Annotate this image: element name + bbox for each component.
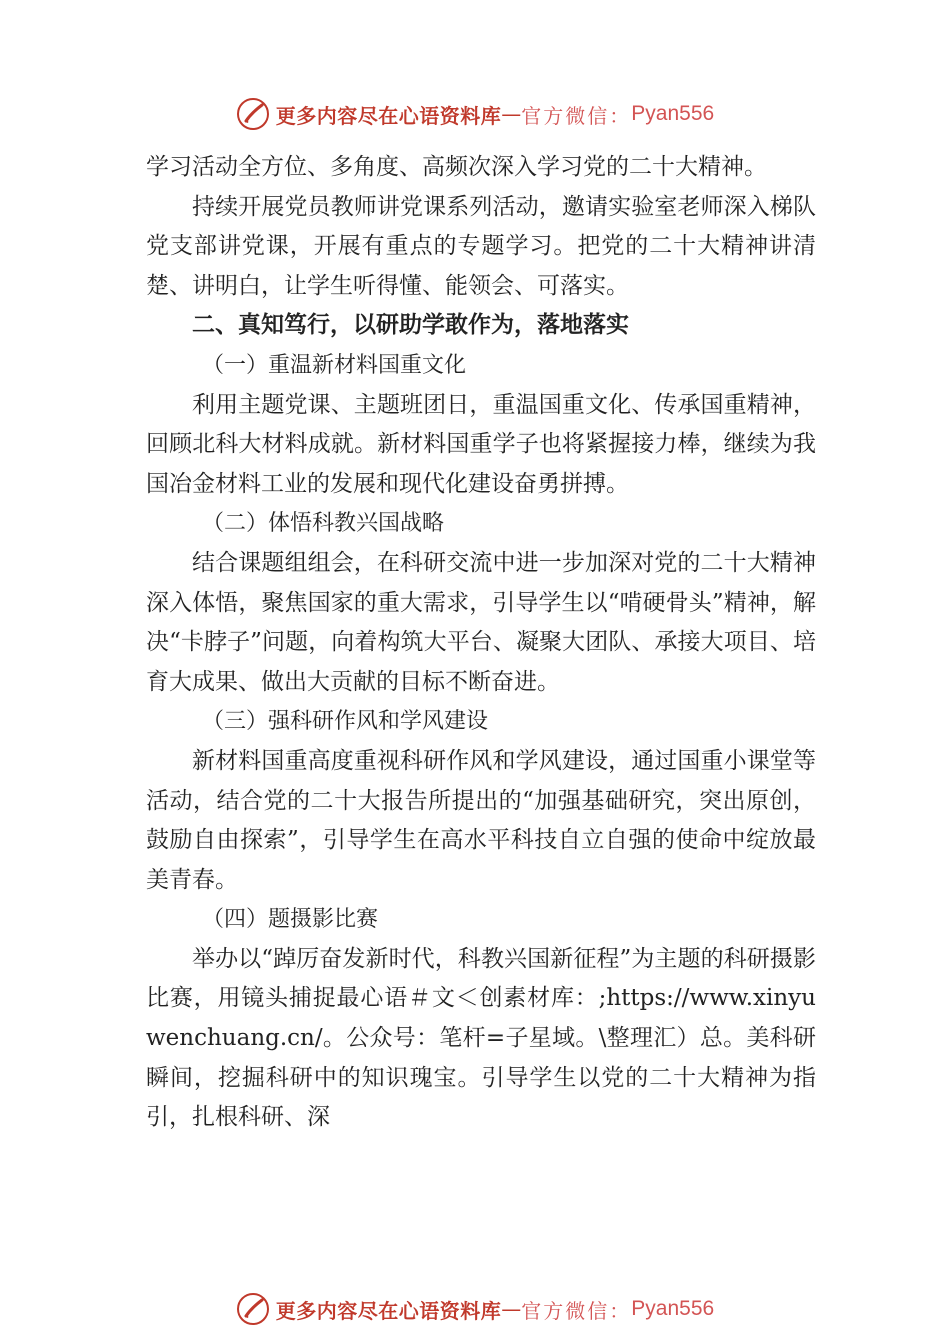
header-watermark xyxy=(0,94,950,134)
subsection-title-3: （三）强科研作风和学风建设 xyxy=(202,709,489,735)
paragraph-lectures: 持续开展党员教师讲党课系列活动，邀请实验室老师深入梯队党支部讲党课，开展有重点的专题学习。把党的二十大精神讲清楚、讲明白，让学生听得懂、能领会、可落实。 xyxy=(146,193,816,299)
watermark-brand: 更多内容尽在心语资料库 xyxy=(275,103,502,128)
subsection-body-4: 举办以“踔厉奋发新时代，科教兴国新征程”为主题的科研摄影比赛，用镜头捕捉最心语＃文＜创素材库：;https://www.xinyuwenchuang.cn/。公众号：笔杆=子星域。\整理汇）总。美科研瞬间，挖掘科研中的知识瑰宝。引导学生以党的二十大精神为指引，扎根科研、深 xyxy=(146,945,816,1131)
subsection-title-1: （一）重温新材料国重文化 xyxy=(202,352,467,378)
watermark-brand: 更多内容尽在心语资料库 xyxy=(275,1298,502,1323)
document-body xyxy=(146,148,816,1138)
footer-watermark xyxy=(0,1289,950,1329)
watermark-dash: — xyxy=(501,102,522,126)
subsection-body-2: 结合课题组组会，在科研交流中进一步加深对党的二十大精神深入体悟，聚焦国家的重大需求，引导学生以“啃硬骨头”精神，解决“卡脖子”问题，向着构筑大平台、凝聚大团队、承接大项目、培育大成果、做出大贡献的目标不断奋进。 xyxy=(146,549,816,695)
watermark-wechat-id: Pyan556 xyxy=(631,102,715,125)
subsection-body-1: 利用主题党课、主题班团日，重温国重文化、传承国重精神，回顾北科大材料成就。新材料国重学子也将紧握接力棒，继续为我国冶金材料工业的发展和现代化建设奋勇拼搏。 xyxy=(146,391,816,497)
watermark-wechat-id: Pyan556 xyxy=(631,1297,715,1320)
subsection-body-3: 新材料国重高度重视科研作风和学风建设，通过国重小课堂等活动，结合党的二十大报告所提出的“加强基础研究，突出原创，鼓励自由探索”，引导学生在高水平科技自立自强的使命中绽放最美青春。 xyxy=(146,747,816,893)
brush-logo-icon xyxy=(236,1292,270,1326)
brush-logo-icon xyxy=(236,97,270,131)
paragraph-intro: 学习活动全方位、多角度、高频次深入学习党的二十大精神。 xyxy=(146,154,767,180)
watermark-label: 官方微信： xyxy=(521,103,632,128)
subsection-title-4: （四）题摄影比赛 xyxy=(202,907,379,933)
subsection-title-2: （二）体悟科教兴国战略 xyxy=(202,511,445,537)
section-heading: 二、真知笃行，以研助学敢作为，落地落实 xyxy=(192,312,629,339)
watermark-label: 官方微信： xyxy=(521,1298,632,1323)
watermark-dash: — xyxy=(501,1297,522,1321)
